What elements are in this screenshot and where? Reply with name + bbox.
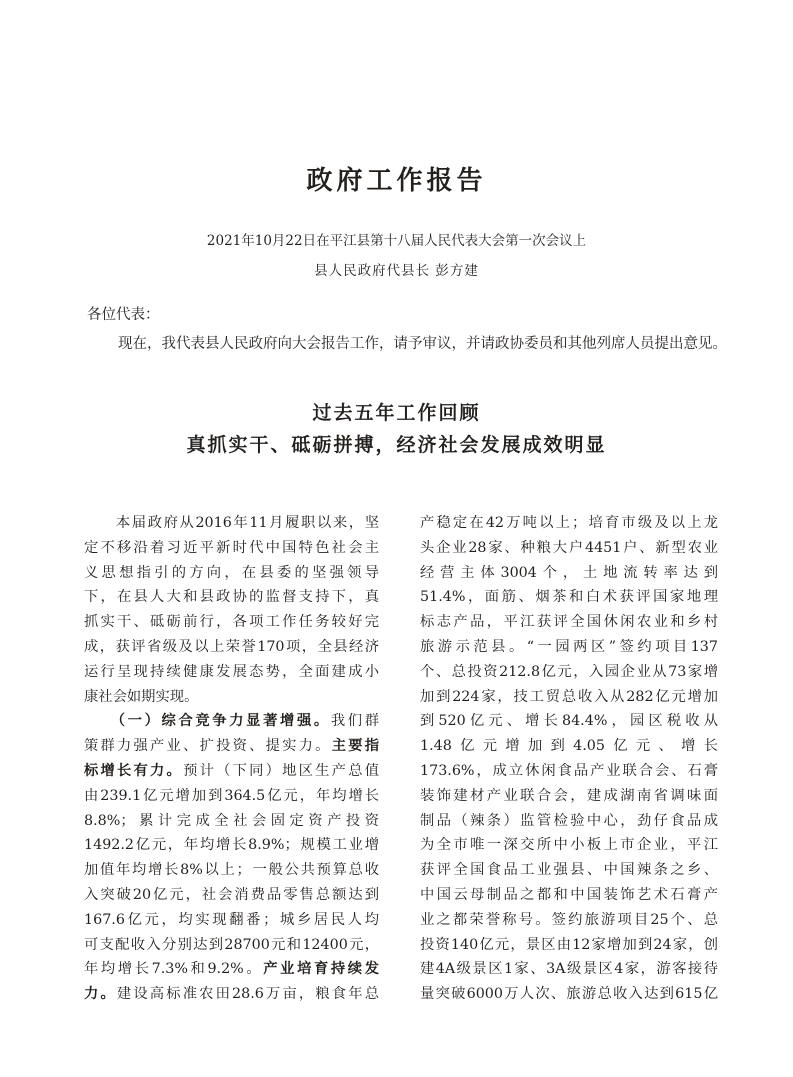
text-line [84,784,379,809]
text-line [84,957,379,982]
bold-text: 主要指 [331,738,380,755]
text-line [84,933,379,958]
text-line [84,833,379,858]
body-text: 建4A级景区1家、3A级景区4家，游客接待 [420,961,718,978]
body-column-left [84,511,379,1007]
body-text: 由239.1亿元增加到364.5亿元，年均增长 [84,787,379,804]
text-line [420,784,718,809]
bold-text: 标增长有力。 [84,762,184,779]
text-line [420,660,718,685]
text-line [420,709,718,734]
section-subheading: 真抓实干、砥砺拼搏，经济社会发展成效明显 [186,434,607,456]
text-line [420,809,718,834]
body-text: 加值年均增长8%以上；一般公共预算总收 [84,862,379,879]
text-line [420,982,718,1007]
body-text: 为全市唯一深交所中小板上市企业，平江 [420,837,718,854]
text-line [420,883,718,908]
body-text: 定不移沿着习近平新时代中国特色社会主 [84,539,379,556]
text-line [420,610,718,635]
text-line [84,709,379,734]
body-text: 运行呈现持续健康发展态势，全面建成小 [84,663,379,680]
body-text: 头企业28家、种粮大户4451户、新型农业 [420,539,718,556]
bold-text: （一）综合竞争力显著增强。 [84,713,331,730]
body-text: 入突破20亿元，社会消费品零售总额达到 [84,886,379,903]
text-line [84,635,379,660]
body-text: 8.8%；累计完成全社会固定资产投资 [84,812,379,829]
body-text: 可支配收入分别达到28700元和12400元， [84,936,379,953]
document-title: 政府工作报告 [306,166,487,196]
text-line [420,561,718,586]
text-line [420,585,718,610]
section-heading: 过去五年工作回顾 [312,402,481,424]
bold-text: 产业培育持续发 [263,961,379,978]
body-text: 策群力强产业、扩投资、提实力。 [84,738,332,755]
body-text: 51.4%，面筋、烟茶和白术获评国家地理 [420,589,718,606]
text-line [84,908,379,933]
body-text: 康社会如期实现。 [84,688,199,705]
body-text: 167.6亿元，均实现翻番；城乡居民人均 [84,911,379,928]
body-text: 1.48亿元增加到4.05亿元、增长 [420,738,718,755]
document-author: 县人民政府代县长 彭方建 [314,263,479,279]
text-line [84,511,379,536]
text-line [84,660,379,685]
text-line [420,536,718,561]
body-text: 年均增长7.3%和9.2%。 [84,961,264,978]
body-text: 本届政府从2016年11月履职以来，坚 [84,515,379,531]
body-text: 义思想指引的方向，在县委的坚强领导 [84,564,379,581]
text-line [420,734,718,759]
body-text: 装饰建材产业联合会，建成湖南省调味面 [420,787,718,804]
bold-text: 力。 [84,986,117,1003]
text-line [84,809,379,834]
body-text: 标志产品，平江获评全国休闲农业和乡村 [420,614,718,631]
body-text: 旅游示范县。“一园两区”签约项目137 [420,638,718,655]
document-subtitle: 2021年10月22日在平江县第十八届人民代表大会第一次会议上 [206,233,587,249]
body-text: 我们群 [330,713,379,730]
body-text: 1492.2亿元，年均增长8.9%；规模工业增 [84,837,379,854]
body-text: 抓实干、砥砺前行，各项工作任务较好完 [84,614,379,631]
body-text: 获评全国食品工业强县、中国辣条之乡、 [420,862,718,879]
body-text: 成，获评省级及以上荣誉170项，全县经济 [84,638,379,655]
text-line [84,858,379,883]
text-line [84,883,379,908]
body-text: 建设高标准农田28.6万亩，粮食年总 [116,986,379,1003]
body-text: 经营主体3004个，土地流转率达到 [420,564,718,581]
body-text: 量突破6000万人次、旅游总收入达到615亿 [420,986,718,1003]
body-text: 中国云母制品之都和中国装饰艺术石膏产 [420,886,718,903]
body-text: 制品（辣条）监管检验中心，劲仔食品成 [420,812,718,829]
body-text: 下，在县人大和县政协的监督支持下，真 [84,589,379,606]
text-line [84,982,379,1007]
text-line [420,685,718,710]
text-line [420,759,718,784]
text-line [84,685,379,710]
body-text: 业之都荣誉称号。签约旅游项目25个、总 [420,911,718,928]
text-line [84,585,379,610]
body-text: 投资140亿元，景区由12家增加到24家，创 [420,936,718,953]
text-line [84,536,379,561]
body-text: 预计（下同）地区生产总值 [183,762,380,779]
text-line [420,635,718,660]
body-text: 173.6%，成立休闲食品产业联合会、石膏 [420,762,718,779]
body-column-right [420,511,718,1007]
text-line [420,858,718,883]
text-line [420,908,718,933]
text-line [84,734,379,759]
text-line [420,511,718,536]
body-text: 个、总投资212.8亿元，入园企业从73家增 [420,663,718,680]
text-line [420,957,718,982]
text-line [84,759,379,784]
text-line [420,933,718,958]
intro-paragraph: 现在，我代表县人民政府向大会报告工作，请予审议，并请政协委员和其他列席人员提出意见。 [118,336,727,352]
text-line [84,610,379,635]
body-text: 产稳定在42万吨以上；培育市级及以上龙 [420,515,718,531]
greeting: 各位代表： [87,307,160,323]
body-text: 到520亿元、增长84.4%，园区税收从 [420,713,718,730]
text-line [84,561,379,586]
body-text: 加到224家，技工贸总收入从282亿元增加 [420,688,718,705]
text-line [420,833,718,858]
